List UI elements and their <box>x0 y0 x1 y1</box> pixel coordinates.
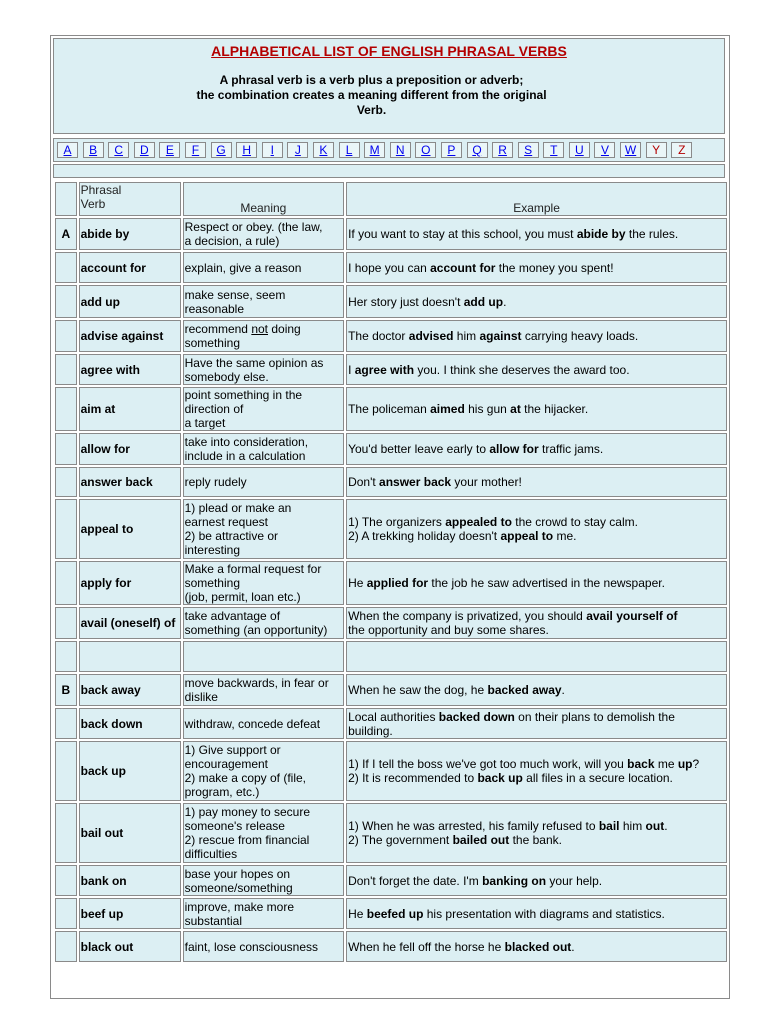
phrasal-verb-cell: back away <box>79 674 181 706</box>
meaning-line: reasonable <box>184 301 245 316</box>
highlighted-verb: out <box>645 819 665 833</box>
example-cell <box>346 561 727 605</box>
example-line: Don't forget the date. I'm banking on your help. <box>348 873 603 888</box>
meaning-line: substantial <box>184 913 242 928</box>
table-row <box>55 561 727 605</box>
alphabet-link-o[interactable]: O <box>415 142 436 158</box>
highlighted-verb: answer back <box>379 475 452 489</box>
letter-column-header <box>55 182 77 216</box>
highlighted-verb: back up <box>477 771 523 785</box>
meaning-line: someone's release <box>184 819 285 833</box>
section-letter <box>55 285 77 318</box>
meaning-cell <box>183 561 344 605</box>
meaning-line: something <box>184 576 240 590</box>
phrasal-verb-cell: add up <box>79 285 181 318</box>
phrasal-verb-cell: agree with <box>79 354 181 385</box>
phrasal-verb-cell: black out <box>79 931 181 962</box>
meaning-line: Make a formal request for <box>184 562 322 576</box>
highlighted-verb: agree with <box>354 362 415 377</box>
alphabet-letter-y: Y <box>646 142 667 158</box>
table-row <box>55 741 727 801</box>
meaning-line: base your hopes on <box>184 866 291 881</box>
phrasal-verb-cell: aim at <box>79 387 181 431</box>
header-line: Phrasal <box>80 183 122 197</box>
phrasal-verb-cell <box>79 641 181 672</box>
meaning-column-header: Meaning <box>183 182 344 216</box>
meaning-line: 2) be attractive or <box>184 529 278 543</box>
meaning-cell <box>183 865 344 896</box>
table-row <box>55 320 727 352</box>
section-letter <box>55 741 77 801</box>
example-line: The doctor advised him against carrying heavy loads. <box>348 329 639 343</box>
meaning-cell <box>183 320 344 352</box>
highlighted-verb: applied for <box>366 576 429 590</box>
example-line: He applied for the job he saw advertised in the newspaper. <box>348 576 665 590</box>
example-line: If you want to stay at this school, you must abide by the rules. <box>348 227 679 241</box>
meaning-cell <box>183 898 344 929</box>
meaning-line: someone/something <box>184 880 293 895</box>
highlighted-verb: add up <box>463 294 504 309</box>
highlighted-verb: bailed out <box>452 833 510 847</box>
alphabet-link-e[interactable]: E <box>159 142 180 158</box>
meaning-line: 1) Give support or <box>184 743 281 757</box>
table-row <box>55 931 727 962</box>
meaning-line: direction of <box>184 402 244 416</box>
meaning-line: something <box>184 336 240 350</box>
example-cell <box>346 218 727 250</box>
example-cell <box>346 674 727 706</box>
section-letter <box>55 320 77 352</box>
intro-line: A phrasal verb is a verb plus a preposition or adverb; <box>219 73 524 87</box>
alphabet-link-b[interactable]: B <box>83 142 104 158</box>
highlighted-verb: bail <box>598 819 620 833</box>
table-row <box>55 674 727 706</box>
highlighted-verb: beefed up <box>366 906 424 921</box>
alphabet-link-l[interactable]: L <box>339 142 360 158</box>
alphabet-link-v[interactable]: V <box>594 142 615 158</box>
example-line: I agree with you. I think she deserves the award too. <box>348 362 630 377</box>
example-cell <box>346 387 727 431</box>
example-cell <box>346 433 727 465</box>
example-line: 2) It is recommended to back up all files in a secure location. <box>348 771 673 785</box>
meaning-line: move backwards, in fear or <box>184 676 329 690</box>
alphabet-link-d[interactable]: D <box>134 142 155 158</box>
meaning-line: interesting <box>184 543 240 557</box>
meaning-cell <box>183 741 344 801</box>
example-cell <box>346 803 727 863</box>
example-cell <box>346 320 727 352</box>
phrasal-verb-cell: back down <box>79 708 181 739</box>
table-row <box>55 499 727 559</box>
alphabet-link-t[interactable]: T <box>543 142 564 158</box>
example-column-header: Example <box>346 182 727 216</box>
alphabet-link-g[interactable]: G <box>211 142 232 158</box>
meaning-line: Respect or obey. (the law, <box>184 220 323 234</box>
highlighted-verb: up <box>677 757 693 771</box>
meaning-line: 1) plead or make an <box>184 501 292 515</box>
example-line: When the company is privatized, you should avail yourself of <box>348 609 678 623</box>
table-row <box>55 708 727 739</box>
highlighted-verb: advised <box>408 329 454 343</box>
spacer-row <box>53 164 725 178</box>
example-line: 1) If I tell the boss we've got too much work, will you back me up? <box>348 757 700 771</box>
phrasal-verb-cell: answer back <box>79 467 181 497</box>
meaning-cell <box>183 433 344 465</box>
meaning-cell <box>183 607 344 639</box>
alphabet-link-s[interactable]: S <box>518 142 539 158</box>
example-line: The policeman aimed his gun at the hijacker. <box>348 402 589 416</box>
section-letter <box>55 561 77 605</box>
table-row <box>55 607 727 639</box>
example-line: building. <box>348 723 393 738</box>
example-cell <box>346 898 727 929</box>
section-letter <box>55 708 77 739</box>
phrasal-verb-cell: abide by <box>79 218 181 250</box>
table-row <box>55 252 727 283</box>
section-letter <box>55 387 77 431</box>
meaning-cell <box>183 354 344 385</box>
meaning-line: (job, permit, loan etc.) <box>184 590 301 604</box>
meaning-line: include in a calculation <box>184 449 306 463</box>
example-line: Local authorities backed down on their plans to demolish the <box>348 709 675 724</box>
highlighted-verb: against <box>479 329 522 343</box>
table-row <box>55 285 727 318</box>
meaning-line: dislike <box>184 690 218 704</box>
phrasal-verb-cell: beef up <box>79 898 181 929</box>
meaning-line: point something in the <box>184 388 303 402</box>
intro-text <box>54 73 724 118</box>
section-letter <box>55 467 77 497</box>
phrasal-verb-cell: allow for <box>79 433 181 465</box>
phrasal-verb-cell: bail out <box>79 803 181 863</box>
alphabet-link-j[interactable]: J <box>287 142 308 158</box>
alphabet-link-k[interactable]: K <box>313 142 334 158</box>
phrasal-verb-page <box>50 35 730 999</box>
highlighted-verb: appealed to <box>445 515 512 529</box>
meaning-line: improve, make more <box>184 899 294 914</box>
highlighted-verb: appeal to <box>500 529 554 543</box>
meaning-line: make sense, seem <box>184 287 286 302</box>
alphabet-link-p[interactable]: P <box>441 142 462 158</box>
meaning-cell <box>183 803 344 863</box>
meaning-cell <box>183 641 344 672</box>
meaning-cell <box>183 708 344 739</box>
section-letter <box>55 433 77 465</box>
section-letter <box>55 252 77 283</box>
meaning-line: recommend not doing <box>184 322 301 336</box>
example-line: Her story just doesn't add up. <box>348 294 507 309</box>
meaning-cell <box>183 218 344 250</box>
section-letter: A <box>55 218 77 250</box>
alphabet-link-i[interactable]: I <box>262 142 283 158</box>
meaning-line: Have the same opinion as <box>184 355 324 370</box>
page-header <box>53 38 725 134</box>
phrasal-verb-cell: avail (oneself) of <box>79 607 181 639</box>
section-letter <box>55 865 77 896</box>
section-letter <box>55 803 77 863</box>
alphabet-link-f[interactable]: F <box>185 142 206 158</box>
meaning-line: take advantage of <box>184 609 281 623</box>
highlighted-verb: backed away <box>487 683 562 697</box>
alphabet-link-m[interactable]: M <box>364 142 385 158</box>
table-row <box>55 433 727 465</box>
meaning-cell <box>183 931 344 962</box>
section-letter <box>55 354 77 385</box>
highlighted-verb: banking on <box>482 873 547 888</box>
example-cell <box>346 741 727 801</box>
example-line: Don't answer back your mother! <box>348 475 522 489</box>
example-cell <box>346 708 727 739</box>
highlighted-verb: blacked out <box>504 939 572 954</box>
example-line: the opportunity and buy some shares. <box>348 623 549 637</box>
meaning-cell <box>183 674 344 706</box>
alphabet-link-c[interactable]: C <box>108 142 129 158</box>
alphabet-letter-z: Z <box>671 142 692 158</box>
highlighted-verb: backed down <box>438 709 515 724</box>
example-cell <box>346 354 727 385</box>
meaning-cell <box>183 387 344 431</box>
meaning-line: withdraw, concede defeat <box>184 716 321 731</box>
alphabet-link-q[interactable]: Q <box>467 142 488 158</box>
example-line: When he fell off the horse he blacked out. <box>348 939 575 954</box>
table-row <box>55 898 727 929</box>
example-cell <box>346 931 727 962</box>
meaning-line: difficulties <box>184 847 238 861</box>
section-letter: B <box>55 674 77 706</box>
alphabet-link-w[interactable]: W <box>620 142 641 158</box>
meaning-line: take into consideration, <box>184 435 309 449</box>
meaning-line: explain, give a reason <box>184 260 302 275</box>
highlighted-verb: abide by <box>576 227 626 241</box>
meaning-cell <box>183 252 344 283</box>
highlighted-verb: back <box>627 757 655 771</box>
table-header-row <box>55 182 727 216</box>
alphabet-link-n[interactable]: N <box>390 142 411 158</box>
example-cell <box>346 467 727 497</box>
alphabet-link-a[interactable]: A <box>57 142 78 158</box>
example-line: 1) When he was arrested, his family refused to bail him out. <box>348 819 668 833</box>
example-cell <box>346 285 727 318</box>
meaning-line: faint, lose consciousness <box>184 939 319 954</box>
example-line: When he saw the dog, he backed away. <box>348 683 565 697</box>
meaning-line: a decision, a rule) <box>184 234 280 248</box>
phrasal-verb-cell: advise against <box>79 320 181 352</box>
phrasal-verb-cell: appeal to <box>79 499 181 559</box>
phrasal-verb-cell: account for <box>79 252 181 283</box>
phrasal-verb-cell: bank on <box>79 865 181 896</box>
highlighted-verb: aimed <box>430 402 465 416</box>
highlighted-verb: allow for <box>489 442 539 456</box>
alphabet-link-u[interactable]: U <box>569 142 590 158</box>
meaning-line: encouragement <box>184 757 269 771</box>
meaning-line: 2) rescue from financial <box>184 833 310 847</box>
alphabet-index <box>53 138 725 162</box>
section-letter <box>55 898 77 929</box>
table-row <box>55 354 727 385</box>
example-line: You'd better leave early to allow for traffic jams. <box>348 442 604 456</box>
section-letter <box>55 641 77 672</box>
example-line: I hope you can account for the money you spent! <box>348 260 614 275</box>
phrasal-verb-cell: back up <box>79 741 181 801</box>
phrasal-verb-cell: apply for <box>79 561 181 605</box>
meaning-line: reply rudely <box>184 475 247 489</box>
section-letter <box>55 931 77 962</box>
table-row <box>55 467 727 497</box>
phrasal-verb-table <box>53 180 729 964</box>
meaning-line: somebody else. <box>184 369 269 384</box>
example-cell <box>346 607 727 639</box>
example-cell <box>346 865 727 896</box>
page-title: ALPHABETICAL LIST OF ENGLISH PHRASAL VERBS <box>211 43 567 59</box>
example-line: 2) A trekking holiday doesn't appeal to me. <box>348 529 577 543</box>
meaning-line: 1) pay money to secure <box>184 805 311 819</box>
table-row <box>55 387 727 431</box>
alphabet-link-h[interactable]: H <box>236 142 257 158</box>
example-cell <box>346 641 727 672</box>
header-line: Verb <box>80 197 106 211</box>
meaning-cell <box>183 499 344 559</box>
section-letter <box>55 499 77 559</box>
meaning-line: something (an opportunity) <box>184 623 328 637</box>
example-line: 2) The government bailed out the bank. <box>348 833 562 847</box>
table-row <box>55 865 727 896</box>
meaning-line: earnest request <box>184 515 269 529</box>
table-row <box>55 803 727 863</box>
meaning-line: program, etc.) <box>184 785 260 799</box>
example-line: 1) The organizers appealed to the crowd to stay calm. <box>348 515 638 529</box>
table-row <box>55 641 727 672</box>
highlighted-verb: account for <box>430 260 496 275</box>
section-letter <box>55 607 77 639</box>
phrasal-verb-column-header <box>79 182 181 216</box>
highlighted-verb: at <box>510 402 521 416</box>
meaning-cell <box>183 467 344 497</box>
table-row <box>55 218 727 250</box>
meaning-line: 2) make a copy of (file, <box>184 771 307 785</box>
highlighted-verb: avail yourself of <box>586 609 678 623</box>
alphabet-link-r[interactable]: R <box>492 142 513 158</box>
intro-line: Verb. <box>356 103 387 117</box>
meaning-line: a target <box>184 416 226 430</box>
intro-line: the combination creates a meaning different from the original <box>196 88 547 102</box>
example-line: He beefed up his presentation with diagrams and statistics. <box>348 906 665 921</box>
example-cell <box>346 499 727 559</box>
meaning-cell <box>183 285 344 318</box>
example-cell <box>346 252 727 283</box>
